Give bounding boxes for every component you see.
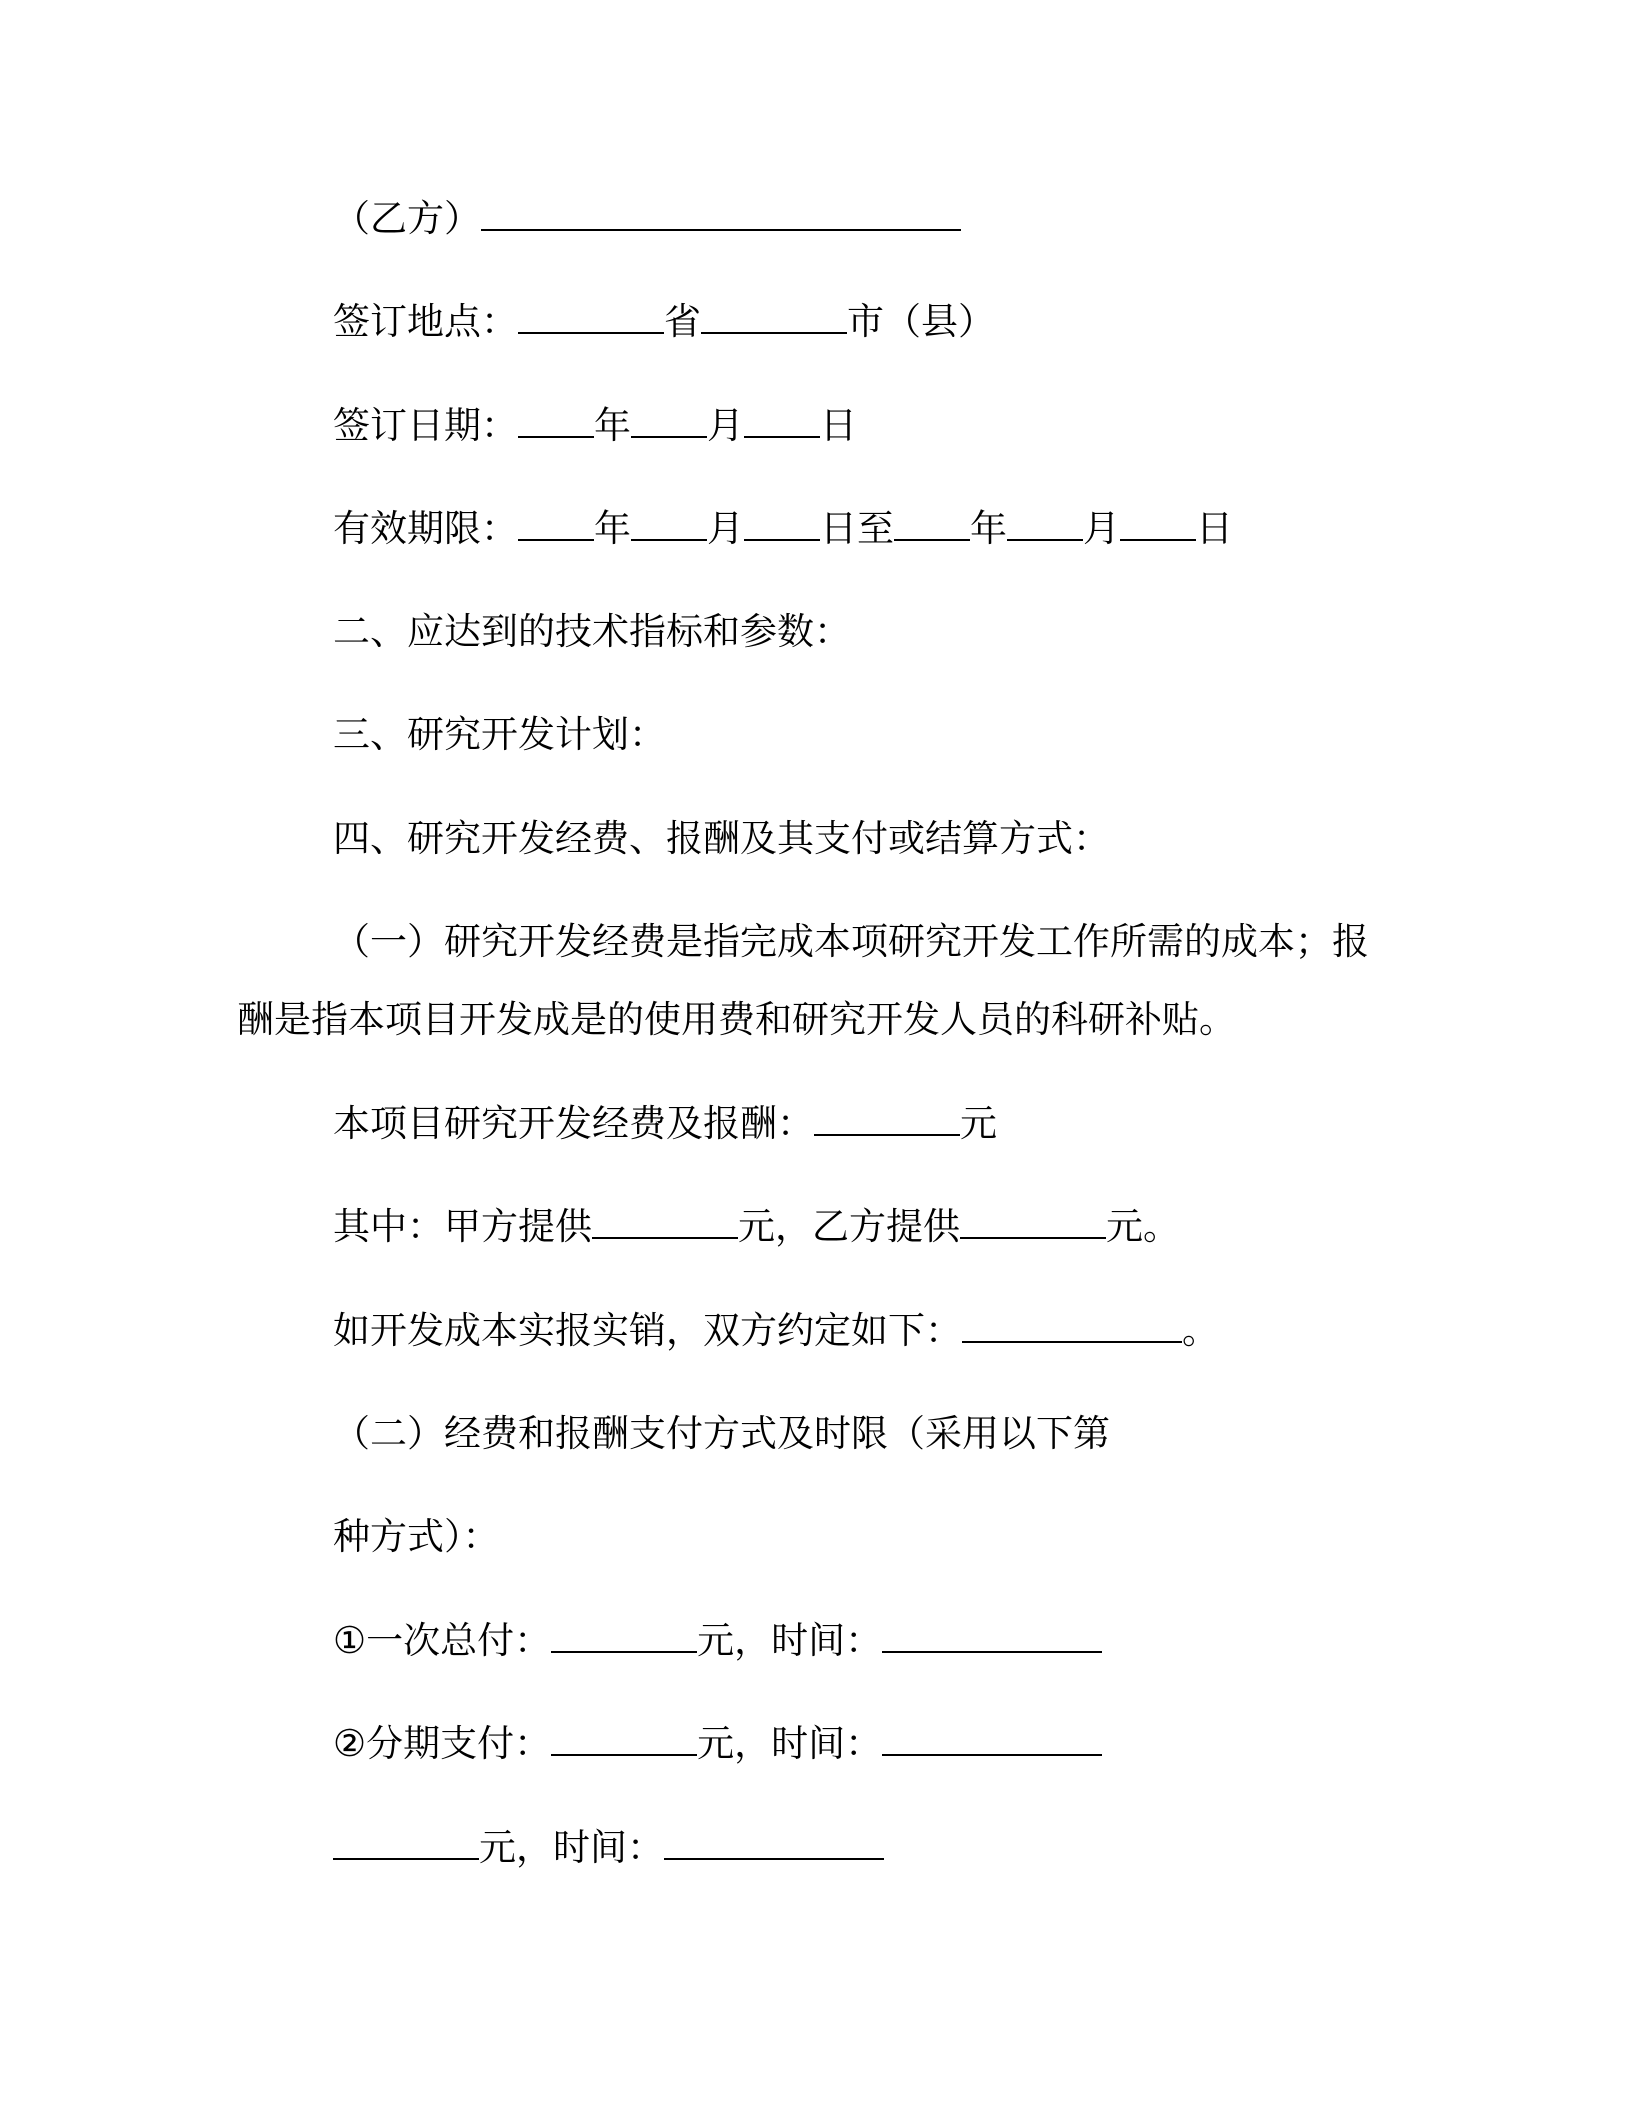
validity-label: 有效期限： [333,507,518,550]
valid-to-month-blank[interactable] [1007,509,1083,541]
clause-one-line1: （一）研究开发经费是指完成本项研究开发工作所需的成本；报 [333,920,1369,963]
split-label: 其中：甲方提供 [333,1205,592,1248]
valid-from-month-label: 月 [707,507,744,550]
split-unit2: 元。 [1106,1205,1180,1248]
installment-unit: 元，时间： [697,1722,883,1765]
funding-unit: 元 [960,1102,997,1145]
valid-from-month-blank[interactable] [631,509,707,541]
valid-from-day-blank[interactable] [744,509,820,541]
funding-line [333,1100,997,1148]
signing-date-line [333,402,857,450]
validity-line [333,505,1233,553]
valid-to-day-blank[interactable] [1120,509,1196,541]
valid-to-month-label: 月 [1083,507,1120,550]
valid-from-year-label: 年 [594,507,631,550]
valid-to-day-label: 日 [1196,507,1233,550]
lump-time-blank[interactable] [882,1621,1102,1653]
sign-year-label: 年 [594,404,631,447]
signing-date-label: 签订日期： [333,404,518,447]
party-b-line [333,195,961,243]
lump-amount-blank[interactable] [551,1621,697,1653]
valid-to-year-blank[interactable] [894,509,970,541]
province-blank[interactable] [518,302,664,334]
installment-time-blank[interactable] [882,1724,1102,1756]
clause-two-line1: （二）经费和报酬支付方式及时限（采用以下第 [333,1412,1110,1455]
clause-two-line2: 种方式）： [333,1515,500,1558]
split-line [333,1203,1180,1251]
city-label: 市（县） [847,300,995,343]
extra-amount-blank[interactable] [333,1828,479,1860]
actual-cost-end: 。 [1182,1309,1219,1352]
sign-year-blank[interactable] [518,406,594,438]
actual-cost-label: 如开发成本实报实销，双方约定如下： [333,1309,962,1352]
party-b-blank[interactable] [481,199,961,231]
installment-label: ②分期支付： [333,1722,552,1765]
valid-from-year-blank[interactable] [518,509,594,541]
lump-unit: 元，时间： [697,1619,883,1662]
extra-installment-line [333,1824,884,1872]
sign-month-label: 月 [707,404,744,447]
extra-time-blank[interactable] [664,1828,884,1860]
city-blank[interactable] [701,302,847,334]
signing-place-line [333,298,995,346]
split-unit1: 元，乙方提供 [738,1205,960,1248]
province-label: 省 [664,300,701,343]
sign-month-blank[interactable] [631,406,707,438]
signing-place-label: 签订地点： [333,300,518,343]
lump-payment-label: ①一次总付： [333,1619,552,1662]
section-three-heading: 三、研究开发计划： [333,713,666,756]
extra-unit: 元，时间： [479,1826,664,1869]
installment-payment-line [333,1720,1102,1768]
section-two-heading: 二、应达到的技术指标和参数： [333,610,851,653]
section-four-heading: 四、研究开发经费、报酬及其支付或结算方式： [333,817,1110,860]
valid-to-label: 日至 [820,507,894,550]
sign-day-blank[interactable] [744,406,820,438]
party-b-amount-blank[interactable] [960,1207,1106,1239]
installment-amount-blank[interactable] [551,1724,697,1756]
lump-payment-line [333,1617,1102,1665]
valid-to-year-label: 年 [970,507,1007,550]
party-b-label: （乙方） [333,197,481,240]
actual-cost-line [333,1307,1219,1355]
sign-day-label: 日 [820,404,857,447]
party-a-amount-blank[interactable] [592,1207,738,1239]
clause-one-line2: 酬是指本项目开发成是的使用费和研究开发人员的科研补贴。 [237,998,1236,1041]
actual-cost-blank[interactable] [962,1311,1182,1343]
funding-label: 本项目研究开发经费及报酬： [333,1102,814,1145]
funding-amount-blank[interactable] [814,1104,960,1136]
